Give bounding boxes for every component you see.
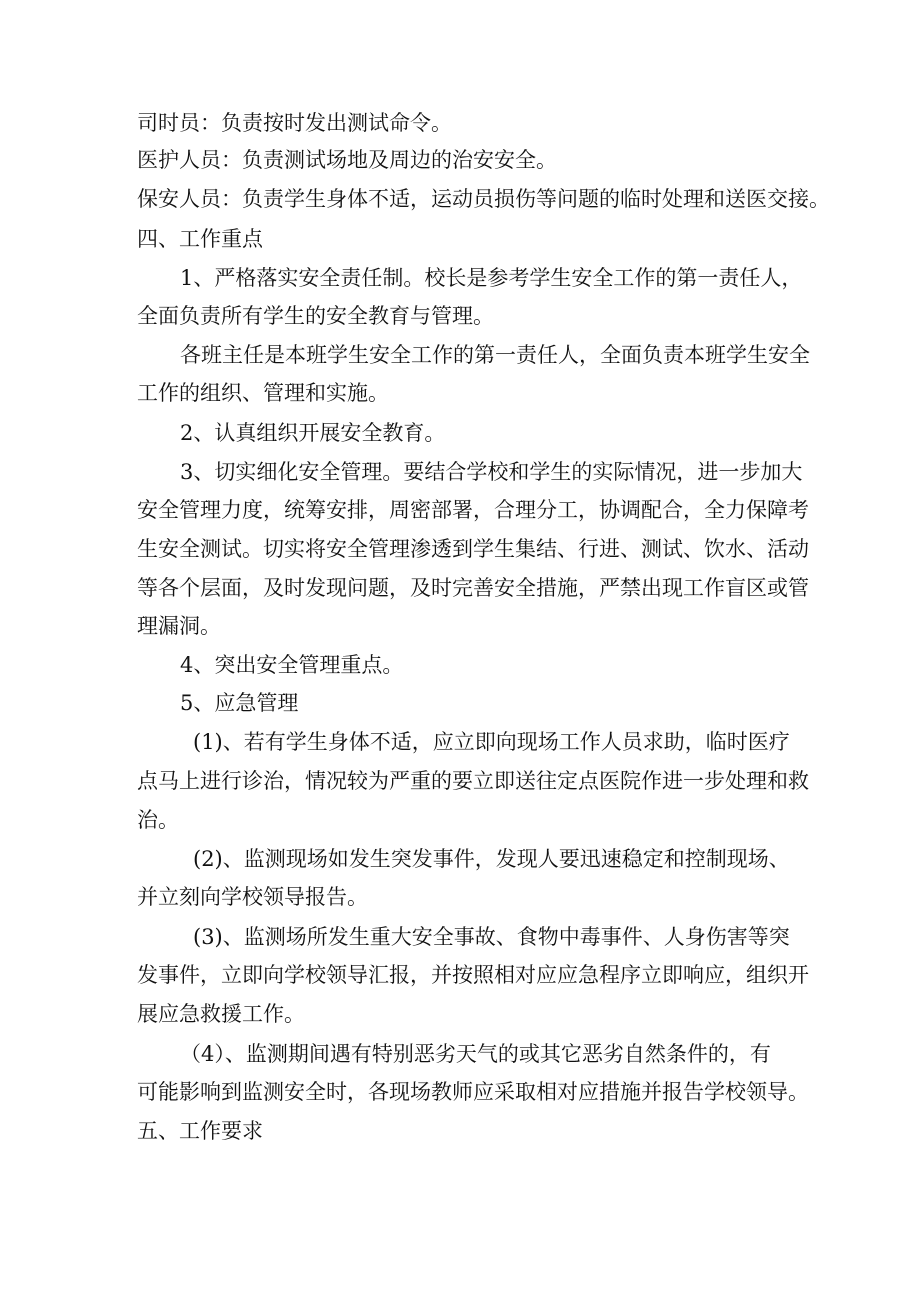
text-line: 5、应急管理 <box>180 691 299 715</box>
text-line: 2、认真组织开展安全教育。 <box>180 421 446 445</box>
text-line: 理漏洞。 <box>137 614 221 638</box>
text-line: 展应急救援工作。 <box>137 1002 305 1026</box>
text-line: 等各个层面，及时发现问题，及时完善安全措施，严禁出现工作盲区或管 <box>137 576 809 600</box>
text-line: 点马上进行诊治，情况较为严重的要立即送往定点医院作进一步处理和救 <box>137 769 809 793</box>
text-line: 并立刻向学校领导报告。 <box>137 885 368 909</box>
text-line: (2)、监测现场如发生突发事件，发现人要迅速稳定和控制现场、 <box>193 847 790 871</box>
text-line: 安全管理力度，统筹安排，周密部署，合理分工，协调配合，全力保障考 <box>137 498 809 522</box>
text-line: 全面负责所有学生的安全教育与管理。 <box>137 304 494 328</box>
text-line: 3、切实细化安全管理。要结合学校和学生的实际情况，进一步加大 <box>180 460 803 484</box>
text-line: 可能影响到监测安全时，各现场教师应采取相对应措施并报告学校领导。 <box>137 1080 809 1104</box>
text-line: 保安人员：负责学生身体不适，运动员损伤等问题的临时处理和送医交接。 <box>137 187 830 211</box>
text-line: 治。 <box>137 808 179 832</box>
text-line: (1)、若有学生身体不适，应立即向现场工作人员求助，临时医疗 <box>193 730 790 754</box>
text-line: (3)、监测场所发生重大安全事故、食物中毒事件、人身伤害等突 <box>193 925 790 949</box>
text-line: 司时员：负责按时发出测试命令。 <box>137 111 452 135</box>
text-line: 生安全测试。切实将安全管理渗透到学生集结、行进、测试、饮水、活动 <box>137 537 809 561</box>
text-line: 工作的组织、管理和实施。 <box>137 381 389 405</box>
text-line: 4、突出安全管理重点。 <box>180 653 404 677</box>
text-line: 1、严格落实安全责任制。校长是参考学生安全工作的第一责任人， <box>180 266 803 290</box>
text-line: （4）、监测期间遇有特别恶劣天气的或其它恶劣自然条件的，有 <box>180 1042 771 1066</box>
text-line: 各班主任是本班学生安全工作的第一责任人，全面负责本班学生安全 <box>180 343 810 367</box>
section-heading: 四、工作重点 <box>137 227 263 251</box>
text-line: 发事件，立即向学校领导汇报，并按照相对应应急程序立即响应，组织开 <box>137 963 809 987</box>
text-line: 医护人员：负责测试场地及周边的治安安全。 <box>137 148 557 172</box>
section-heading: 五、工作要求 <box>137 1119 263 1143</box>
